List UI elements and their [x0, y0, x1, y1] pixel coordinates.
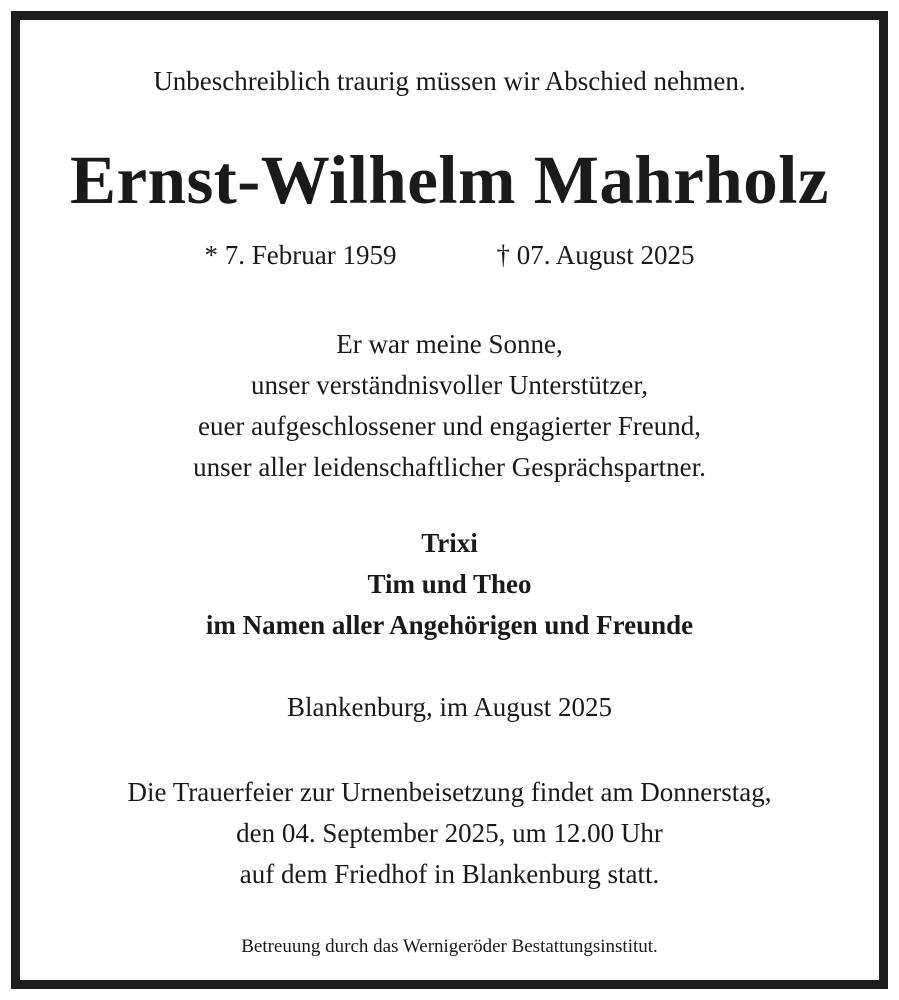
- mourners-signature: [20, 523, 879, 646]
- intro-text: Unbeschreiblich traurig müssen wir Abschied nehmen.: [153, 66, 746, 96]
- verse-line: Er war meine Sonne,: [336, 329, 563, 359]
- memorial-verse: [20, 324, 879, 488]
- verse-line: euer aufgeschlossener und engagierter Freund,: [197, 411, 702, 441]
- deceased-name: Ernst-Wilhelm Mahrholz: [69, 142, 830, 218]
- signer-line: im Namen aller Angehörigen und Freunde: [205, 610, 694, 640]
- ceremony-line: auf dem Friedhof in Blankenburg statt.: [239, 859, 660, 889]
- obituary-frame: [11, 11, 888, 989]
- death-date: † 07. August 2025: [496, 240, 695, 270]
- birth-date: * 7. Februar 1959: [204, 240, 397, 270]
- funeral-home-credit: Betreuung durch das Wernigeröder Bestattungsinstitut.: [241, 936, 658, 957]
- verse-line: unser aller leidenschaftlicher Gesprächspartner.: [193, 452, 706, 482]
- signer-line: Trixi: [421, 528, 478, 558]
- place-and-date: Blankenburg, im August 2025: [286, 692, 612, 722]
- verse-line: unser verständnisvoller Unterstützer,: [250, 370, 649, 400]
- ceremony-line: den 04. September 2025, um 12.00 Uhr: [236, 818, 663, 848]
- ceremony-details: [20, 772, 879, 895]
- signer-line: Tim und Theo: [367, 569, 532, 599]
- ceremony-line: Die Trauerfeier zur Urnenbeisetzung findet am Donnerstag,: [127, 777, 772, 807]
- life-dates: [20, 238, 879, 272]
